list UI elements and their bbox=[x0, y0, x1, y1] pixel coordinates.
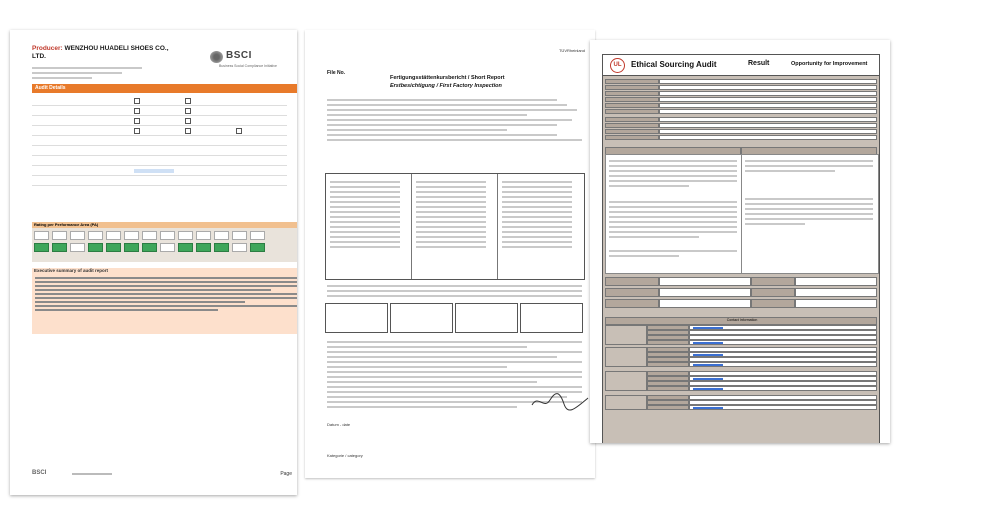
email-link[interactable] bbox=[693, 354, 723, 356]
logo-text: BSCI bbox=[226, 50, 252, 61]
bsci-footer bbox=[32, 468, 292, 480]
email-link[interactable] bbox=[693, 327, 723, 329]
bsci-logo bbox=[208, 50, 288, 80]
audit-details-header: Audit Details bbox=[32, 84, 297, 93]
rating-header: Rating per Performance Area (PA) bbox=[32, 222, 297, 228]
audit-title: Ethical Sourcing Audit bbox=[631, 60, 717, 69]
ul-logo-icon: UL bbox=[610, 58, 625, 73]
inspection-report-page bbox=[305, 30, 595, 478]
email-link[interactable] bbox=[693, 388, 723, 390]
audit-header bbox=[603, 55, 879, 76]
ethical-sourcing-audit-page bbox=[590, 40, 890, 443]
producer-value: WENZHOU HUADELI SHOES CO., LTD. bbox=[32, 45, 169, 60]
performance-area-rating bbox=[32, 222, 297, 262]
report-title-en: Erstbesichtigung / First Factory Inspection bbox=[390, 83, 502, 89]
page-label: Page bbox=[280, 471, 292, 477]
email-link[interactable] bbox=[693, 342, 723, 344]
result-label: Result bbox=[748, 60, 770, 67]
producer-name bbox=[32, 45, 182, 61]
date-label: Datum - date bbox=[327, 422, 351, 427]
report-meta-lines bbox=[327, 96, 582, 144]
audit-form bbox=[602, 54, 880, 443]
producer-label: Producer: bbox=[32, 45, 63, 52]
handwritten-signature bbox=[530, 390, 590, 412]
bsci-audit-report-page bbox=[10, 30, 297, 495]
report-text-block-1 bbox=[327, 282, 582, 300]
email-link[interactable] bbox=[693, 378, 723, 380]
opportunity-label: Opportunity for Improvement bbox=[791, 61, 868, 67]
footer-logo: BSCI bbox=[32, 470, 47, 476]
logo-subtitle: Business Social Compliance Initiative bbox=[219, 64, 277, 68]
contact-block-3 bbox=[605, 371, 877, 391]
tuv-logo: TÜVRheinland bbox=[558, 48, 585, 53]
finding-english bbox=[605, 154, 743, 274]
contact-block-1 bbox=[605, 325, 877, 345]
inspection-checklist-grid bbox=[325, 173, 585, 280]
contact-block-2 bbox=[605, 347, 877, 367]
file-no-label: File No. bbox=[327, 70, 346, 76]
category-label: Kategorie / category bbox=[327, 453, 363, 458]
executive-summary bbox=[32, 268, 297, 334]
email-link[interactable] bbox=[693, 364, 723, 366]
contact-block-4 bbox=[605, 395, 877, 410]
contacts-header: Contact Information bbox=[605, 317, 877, 325]
summary-header: Executive summary of audit report bbox=[34, 268, 109, 273]
globe-icon bbox=[210, 51, 223, 63]
result-boxes bbox=[325, 303, 583, 333]
producer-meta bbox=[32, 64, 172, 82]
report-title-de: Fertigungsstättenkursbericht / Short Report bbox=[390, 75, 505, 81]
finding-local-language bbox=[741, 154, 879, 274]
email-link[interactable] bbox=[693, 407, 723, 409]
